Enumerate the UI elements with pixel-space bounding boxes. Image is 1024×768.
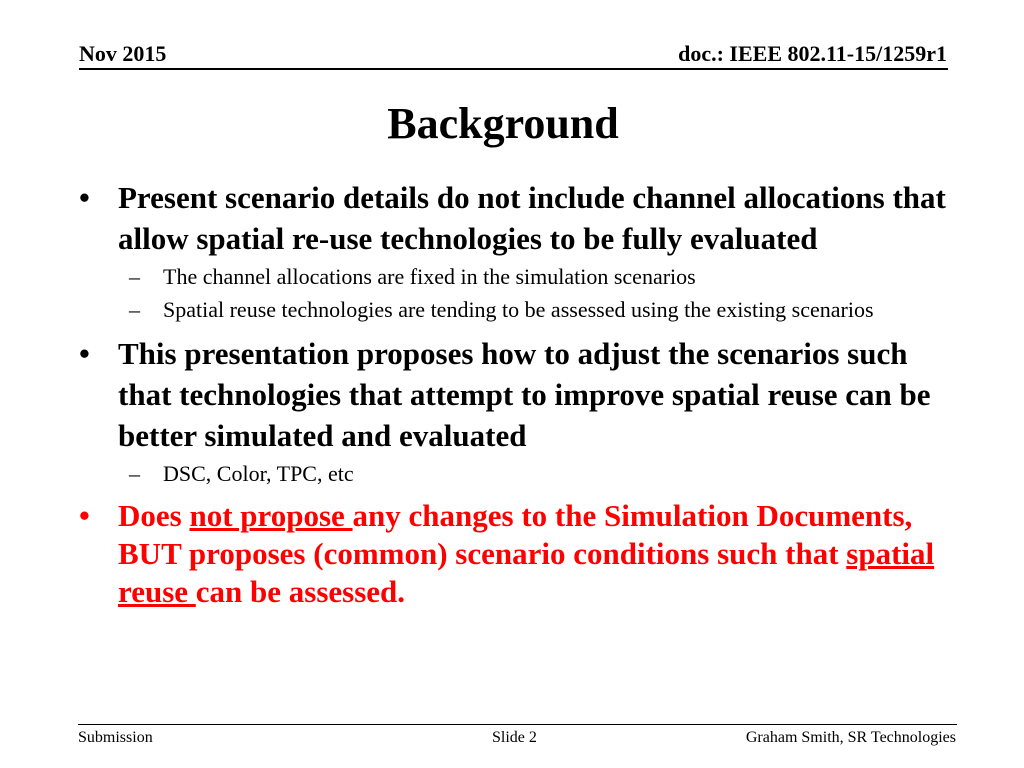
bullet-1-text: Present scenario details do not include channel allocations that allow spatial re-use technologies to be fully evaluated	[118, 180, 946, 256]
header-doc-id: doc.: IEEE 802.11-15/1259r1	[678, 41, 947, 66]
bullet-1-sub-1	[78, 261, 958, 292]
footer-slide-number: Slide 2	[492, 729, 537, 746]
bullet-3-symbol: •	[79, 498, 90, 533]
bullet-3-underline-spatial-reuse: spatial reuse	[118, 536, 935, 609]
bullet-1	[78, 177, 958, 259]
bullet-1-symbol: •	[79, 180, 90, 215]
bullet-2-text: This presentation proposes how to adjust the scenarios such that technologies that attempt to improve spatial reuse can be better simulated and evaluated	[118, 336, 931, 453]
bullet-2	[78, 333, 958, 456]
slide-title: Background	[387, 99, 619, 148]
bullet-2-sub-1	[78, 458, 958, 489]
bullet-1-sub-1-text: The channel allocations are fixed in the simulation scenarios	[163, 264, 696, 289]
bullet-3-text-1: Does	[118, 498, 190, 533]
bullet-1-sub-2-text: Spatial reuse technologies are tending to be assessed using the existing scenarios	[163, 297, 874, 322]
bullet-3	[78, 497, 958, 611]
footer-submission: Submission	[78, 729, 153, 746]
bullet-2-sub-1-dash: –	[129, 461, 140, 486]
footer-author: Graham Smith, SR Technologies	[745, 729, 956, 746]
header-date: Nov 2015	[79, 41, 167, 66]
bullet-3-underline-not-propose: not propose	[189, 498, 353, 533]
bullet-1-sub-1-dash: –	[129, 264, 140, 289]
bullet-3-text-2: any changes to the Simulation Documents, BUT proposes (common) scenario conditions such that	[118, 498, 913, 571]
bullet-2-sub-1-text: DSC, Color, TPC, etc	[163, 461, 354, 486]
bullet-3-text-3: can be assessed.	[195, 574, 406, 609]
slide-body	[78, 177, 958, 611]
bullet-2-symbol: •	[79, 336, 90, 371]
header-rule	[79, 68, 948, 70]
footer-rule	[78, 724, 957, 725]
bullet-1-sub-2	[78, 294, 958, 325]
bullet-1-sub-2-dash: –	[129, 297, 140, 322]
